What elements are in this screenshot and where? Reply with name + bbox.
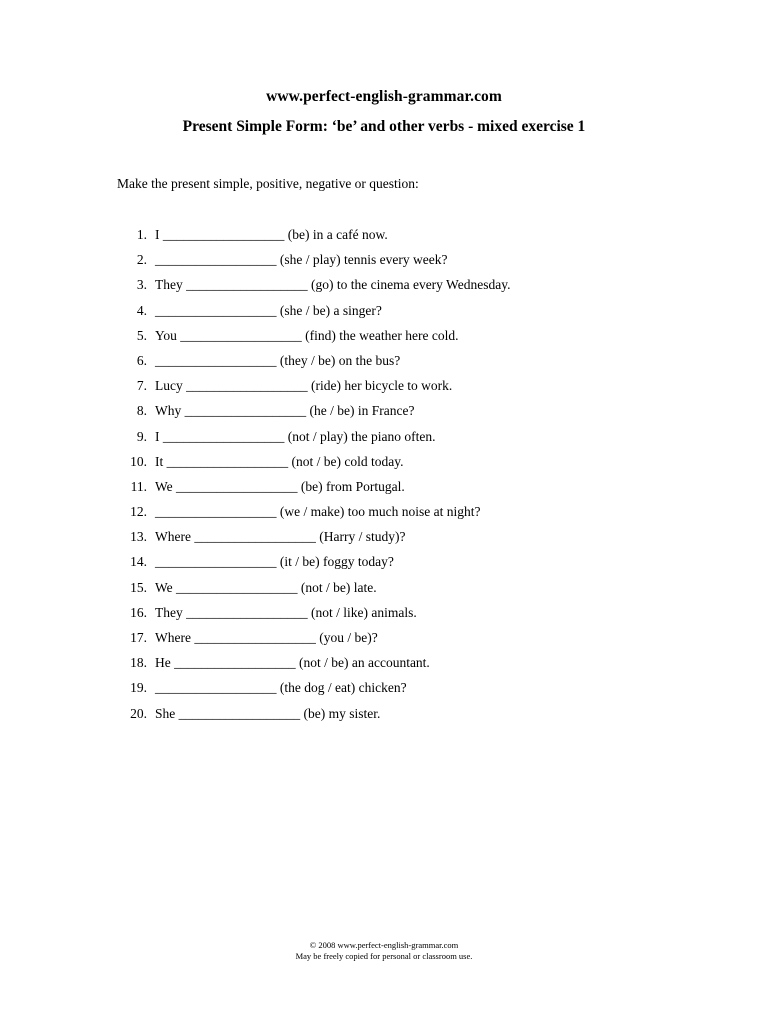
site-heading: www.perfect-english-grammar.com — [266, 88, 502, 105]
exercise-sentence: I __________________ (be) in a café now. — [155, 227, 388, 242]
exercise-sentence: __________________ (she / be) a singer? — [155, 302, 382, 318]
exercise-sentence: We __________________ (be) from Portugal. — [155, 478, 405, 494]
exercise-item — [110, 453, 710, 478]
exercise-number: 8. — [136, 403, 147, 419]
exercise-sentence: We __________________ (not / be) late. — [155, 579, 377, 595]
exercise-sentence: Why __________________ (he / be) in France? — [155, 403, 415, 419]
exercise-item — [110, 352, 710, 377]
exercise-item — [110, 654, 710, 679]
exercise-number: 1. — [136, 227, 147, 242]
exercise-number: 12. — [130, 504, 147, 520]
page-title: Present Simple Form: ‘be’ and other verbs - mixed exercise 1 — [182, 118, 586, 135]
exercise-number: 20. — [130, 705, 147, 721]
exercise-number: 5. — [136, 327, 147, 343]
exercise-item — [110, 679, 710, 704]
exercise-number: 13. — [130, 529, 147, 545]
exercise-number: 9. — [136, 428, 147, 444]
footer-copyright: © 2008 www.perfect-english-grammar.com — [309, 940, 459, 950]
exercise-number: 11. — [130, 478, 147, 494]
exercise-sentence: They __________________ (not / like) animals. — [155, 604, 417, 620]
exercise-item — [110, 553, 710, 578]
exercise-item — [110, 705, 710, 730]
exercise-number: 2. — [136, 252, 147, 268]
exercise-item — [110, 251, 710, 276]
exercise-list — [110, 226, 710, 730]
exercise-number: 6. — [136, 352, 147, 368]
exercise-sentence: __________________ (they / be) on the bus? — [155, 352, 401, 368]
exercise-number: 4. — [136, 302, 147, 318]
exercise-item — [110, 402, 710, 427]
exercise-sentence: They __________________ (go) to the cinema every Wednesday. — [155, 277, 511, 293]
exercise-number: 7. — [136, 378, 147, 394]
exercise-sentence: __________________ (it / be) foggy today? — [155, 554, 394, 570]
footer — [0, 940, 768, 962]
exercise-sentence: __________________ (the dog / eat) chicken? — [155, 680, 407, 696]
exercise-item — [110, 629, 710, 654]
exercise-sentence: She __________________ (be) my sister. — [155, 705, 381, 721]
exercise-number: 16. — [130, 604, 147, 620]
exercise-sentence: __________________ (we / make) too much noise at night? — [155, 504, 481, 520]
exercise-sentence: It __________________ (not / be) cold today. — [155, 453, 404, 469]
exercise-number: 15. — [130, 579, 147, 595]
exercise-sentence: __________________ (she / play) tennis every week? — [155, 252, 448, 268]
exercise-sentence: You __________________ (find) the weather here cold. — [155, 327, 459, 343]
exercise-item — [110, 478, 710, 503]
exercise-number: 14. — [130, 554, 147, 570]
exercise-sentence: He __________________ (not / be) an accountant. — [155, 655, 430, 671]
exercise-number: 3. — [136, 277, 147, 293]
footer-note: May be freely copied for personal or classroom use. — [295, 951, 473, 961]
exercise-item — [110, 503, 710, 528]
exercise-item — [110, 604, 710, 629]
exercise-item — [110, 302, 710, 327]
exercise-item — [110, 276, 710, 301]
exercise-item — [110, 226, 710, 251]
exercise-item — [110, 579, 710, 604]
exercise-number: 19. — [130, 680, 147, 696]
exercise-sentence: I __________________ (not / play) the piano often. — [155, 428, 436, 444]
exercise-number: 17. — [130, 630, 147, 645]
exercise-sentence: Where __________________ (Harry / study)? — [155, 529, 406, 545]
exercise-item — [110, 428, 710, 453]
exercise-item — [110, 377, 710, 402]
exercise-sentence: Lucy __________________ (ride) her bicycle to work. — [155, 378, 453, 394]
exercise-number: 10. — [130, 453, 147, 469]
instruction-text: Make the present simple, positive, negative or question: — [117, 176, 419, 191]
exercise-sentence: Where __________________ (you / be)? — [155, 630, 378, 645]
exercise-item — [110, 327, 710, 352]
exercise-item — [110, 528, 710, 553]
exercise-number: 18. — [130, 655, 147, 671]
